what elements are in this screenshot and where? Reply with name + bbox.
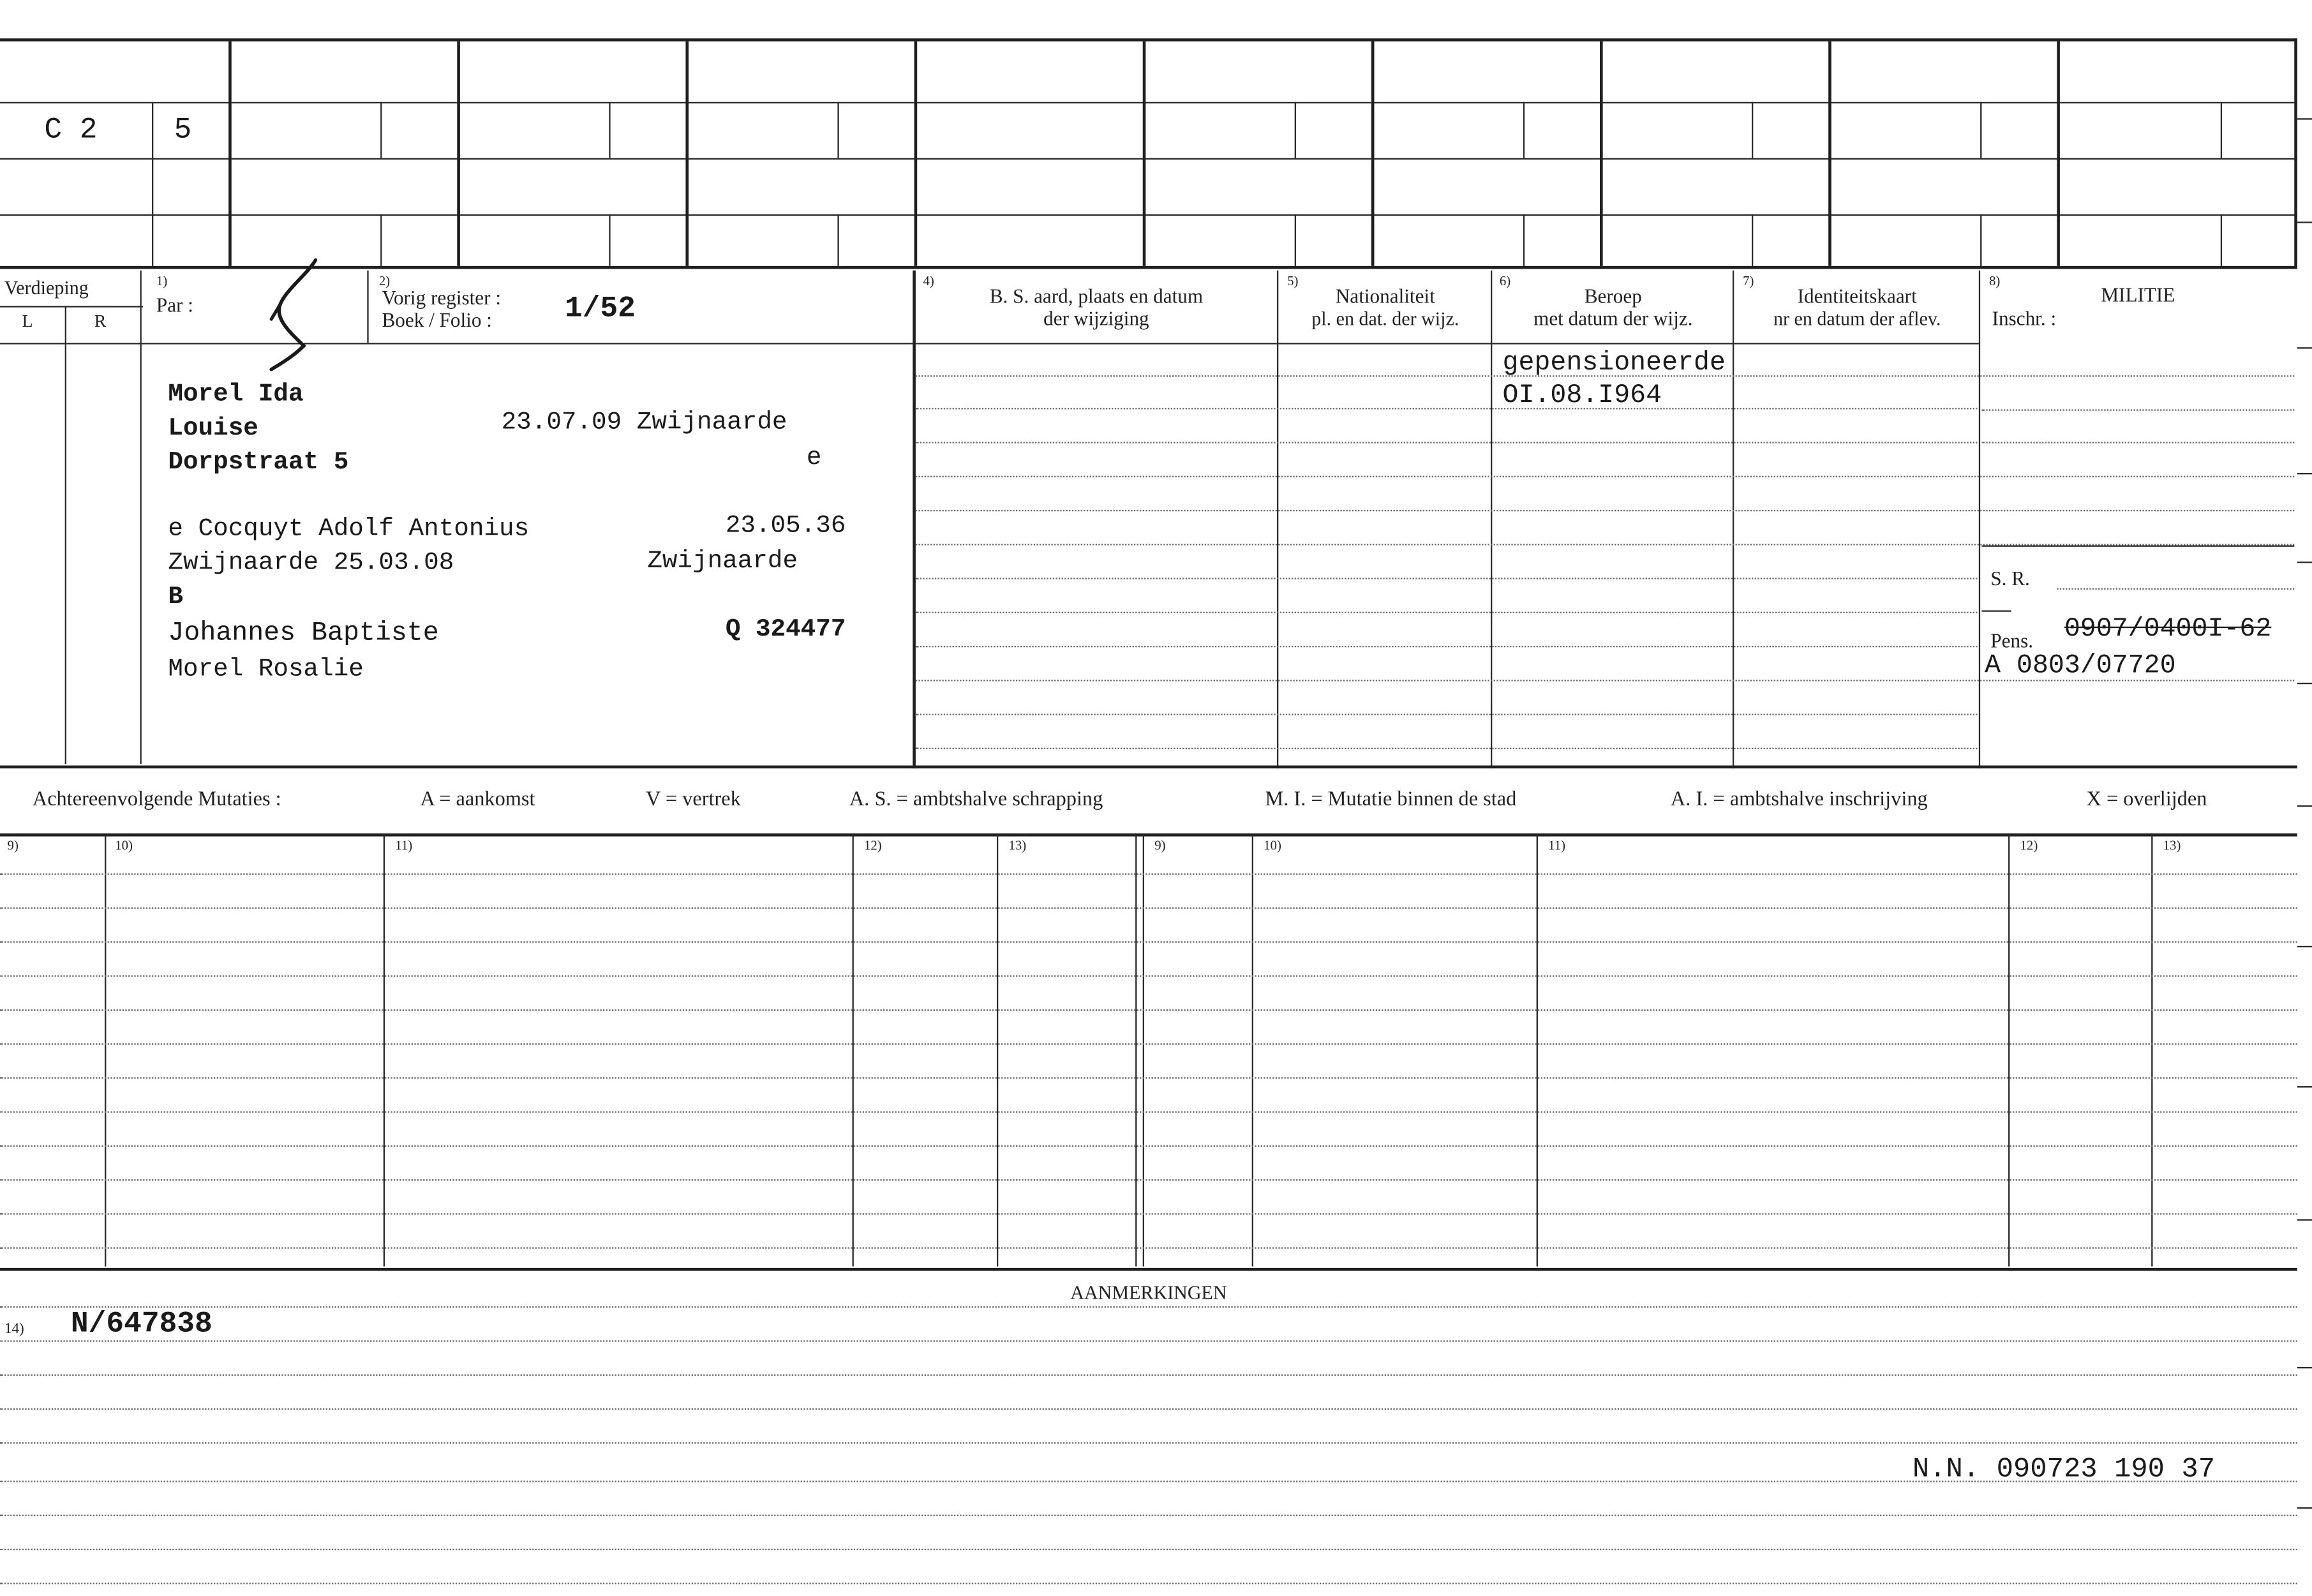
vorig-register-label: Vorig register : bbox=[382, 287, 502, 309]
mut-col-12: 12) bbox=[864, 838, 882, 853]
col6-number: 6) bbox=[1499, 273, 1511, 288]
marriage-date: 23.05.36 bbox=[725, 512, 846, 541]
identiteitskaart-label-line2: nr en datum der aflev. bbox=[1773, 307, 1941, 330]
grid-cell-5: 5 bbox=[174, 114, 192, 148]
person-name: Morel Ida bbox=[168, 381, 304, 410]
legend-aankomst: A = aankomst bbox=[420, 789, 535, 812]
beroep-label-line1: Beroep bbox=[1584, 285, 1642, 308]
national-number: N.N. 090723 190 37 bbox=[1912, 1452, 2216, 1486]
father-name: Johannes Baptiste bbox=[168, 619, 439, 649]
legend-inschrijving: A. I. = ambtshalve inschrijving bbox=[1670, 789, 1928, 812]
person-given-name: Louise bbox=[168, 415, 258, 444]
par-label: Par : bbox=[156, 294, 193, 317]
beroep-value: gepensioneerde bbox=[1502, 348, 1726, 378]
col1-number: 1) bbox=[156, 273, 168, 288]
mut-col-13: 13) bbox=[1008, 838, 1027, 853]
legend-schrapping: A. S. = ambtshalve schrapping bbox=[849, 789, 1103, 812]
id-number: Q 324477 bbox=[725, 616, 846, 645]
col5-number: 5) bbox=[1287, 273, 1299, 288]
person-birth: 23.07.09 Zwijnaarde bbox=[501, 409, 787, 438]
spouse-name: e Cocquyt Adolf Antonius bbox=[168, 516, 530, 544]
identiteitskaart-label-line1: Identiteitskaart bbox=[1797, 285, 1917, 308]
pens-old-number: 0907/0400I-62 bbox=[2064, 615, 2272, 645]
nationaliteit-label-line1: Nationaliteit bbox=[1335, 285, 1435, 308]
mut-col-10b: 10) bbox=[1264, 838, 1281, 853]
boek-folio-label: Boek / Folio : bbox=[382, 308, 492, 331]
marriage-place: Zwijnaarde bbox=[647, 548, 798, 577]
legend-mutatie: M. I. = Mutatie binnen de stad bbox=[1265, 789, 1517, 812]
mut-col-10: 10) bbox=[115, 838, 133, 853]
beroep-date: OI.08.I964 bbox=[1502, 381, 1662, 411]
mut-col-9: 9) bbox=[7, 838, 19, 853]
militie-title: MILITIE bbox=[2101, 283, 2175, 306]
legend-title: Achtereenvolgende Mutaties : bbox=[32, 789, 281, 812]
sr-label: S. R. bbox=[1990, 567, 2030, 590]
mut-col-9b: 9) bbox=[1154, 838, 1166, 853]
mark-e: e bbox=[806, 445, 822, 474]
mut-col-13b: 13) bbox=[2163, 838, 2181, 853]
remarks-value: N/647838 bbox=[70, 1308, 213, 1342]
mut-col-12b: 12) bbox=[2020, 838, 2038, 853]
remarks-title: AANMERKINGEN bbox=[1070, 1281, 1227, 1304]
person-address: Dorpstraat 5 bbox=[168, 449, 349, 477]
beroep-label-line2: met datum der wijz. bbox=[1533, 307, 1693, 330]
col2-number: 2) bbox=[378, 273, 391, 288]
verdieping-label: Verdieping bbox=[4, 276, 89, 299]
vorig-register-value: 1/52 bbox=[564, 292, 636, 327]
col8-number: 8) bbox=[1988, 273, 2001, 288]
bs-label-line2: der wijziging bbox=[1043, 307, 1149, 330]
pens-label: Pens. bbox=[1990, 629, 2034, 652]
grid-cell-c2: C 2 bbox=[44, 114, 98, 148]
verdieping-l: L bbox=[22, 310, 33, 331]
remarks-number: 14) bbox=[4, 1321, 24, 1338]
mother-name: Morel Rosalie bbox=[168, 656, 364, 685]
legend-vertrek: V = vertrek bbox=[646, 789, 741, 812]
inschr-label: Inschr. : bbox=[1992, 307, 2057, 330]
pens-new-number: A 0803/07720 bbox=[1985, 652, 2176, 682]
col7-number: 7) bbox=[1743, 273, 1754, 288]
verdieping-r: R bbox=[94, 310, 107, 331]
bs-label-line1: B. S. aard, plaats en datum bbox=[989, 285, 1204, 308]
mut-col-11: 11) bbox=[395, 838, 413, 853]
nationaliteit-label-line2: pl. en dat. der wijz. bbox=[1311, 307, 1459, 330]
handwritten-mark bbox=[251, 254, 339, 372]
legend-overlijden: X = overlijden bbox=[2086, 789, 2207, 812]
mut-col-11b: 11) bbox=[1548, 838, 1566, 853]
b-mark: B bbox=[168, 583, 183, 612]
col4-number: 4) bbox=[923, 273, 934, 288]
spouse-birth: Zwijnaarde 25.03.08 bbox=[168, 549, 454, 578]
